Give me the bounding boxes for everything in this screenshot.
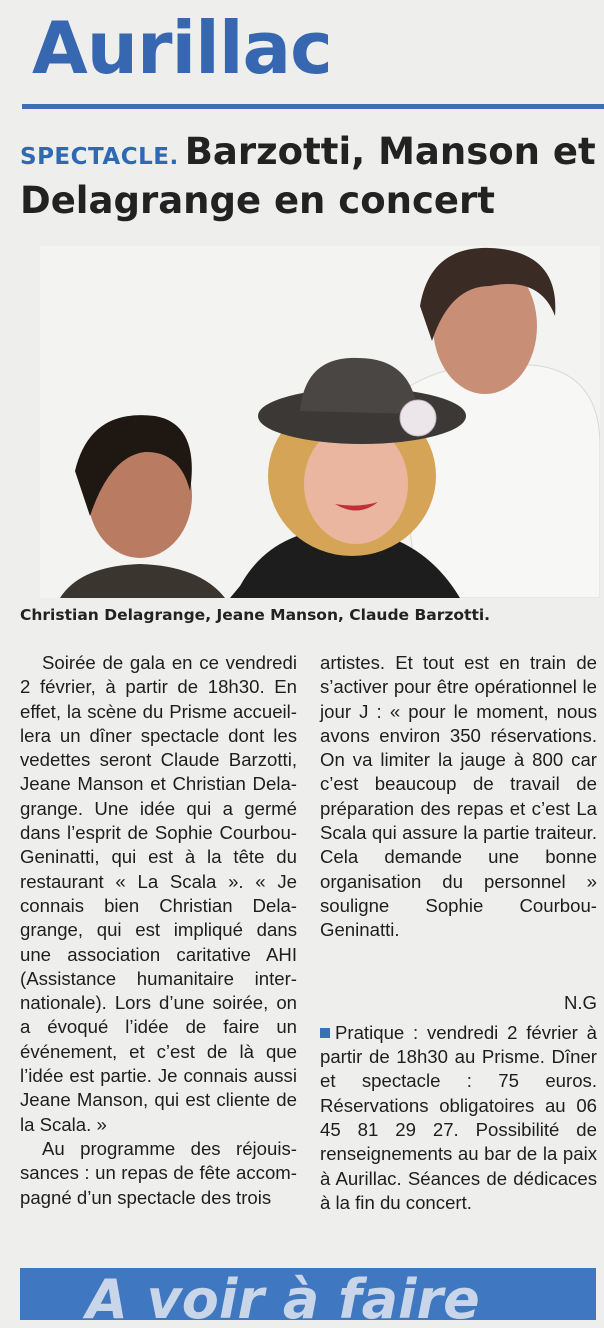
practical-info xyxy=(320,1021,597,1215)
square-bullet-icon xyxy=(320,1028,330,1038)
article-column-1 xyxy=(20,651,297,1210)
article-headline xyxy=(20,130,596,223)
article-kicker: SPECTACLE. xyxy=(20,144,179,170)
article-photo xyxy=(40,246,600,598)
section-banner xyxy=(20,1268,596,1320)
paragraph: Soirée de gala en ce vendredi 2 février, à partir de 18h30. En effet, la scène du Prisme accueillera un dîner spectacle dont les vedettes seront Claude Barzotti, Jeane Manson et Christian Delagrange. Une idée qui a germé dans l’esprit de Sophie Courbou-Geninatti, qui est à la tête du restaurant « La Scala ». « Je connais bien Christian Delagrange, qui est impliqué dans une association caritative AHI (Assistance humanitaire internationale). Lors d’une soirée, on a évoqué l’idée de faire un événement, et c’est de là que l’idée est partie. Je connais aussi Jeane Manson, qui est cliente de la Scala. » xyxy=(20,652,297,1135)
article-column-2 xyxy=(320,651,597,1215)
section-banner-title: A voir à faire xyxy=(86,1268,480,1320)
headline-text: Barzotti, Manson et Delagrange en concert xyxy=(20,130,596,222)
paragraph: artistes. Et tout est en train de s’activer pour être opérationnel le jour J : « pour le moment, nous avons environ 350 réservations. On va limiter la jauge à 800 car c’est beaucoup de travail de préparation des repas et c’est La Scala qui assure la partie traiteur. Cela demande une bonne organisation du personnel » souligne Sophie Courbou-Geninatti. xyxy=(320,652,597,941)
author-signature: N.G xyxy=(563,991,597,1013)
masthead xyxy=(22,0,604,109)
paragraph: Au programme des réjouissances : un repas de fête accompagné d’un spectacle des trois xyxy=(20,1137,297,1208)
masthead-title: Aurillac xyxy=(32,6,332,90)
practical-info-text: Pratique : vendredi 2 février à partir de 18h30 au Prisme. Dîner et spectacle : 75 euros. Réservations obligatoires au 06 45 81 29 27. Possibilité de renseignements au bar de la paix à Aurillac. Séances de dédicaces à la fin du concert. xyxy=(320,1021,597,1213)
photo-caption: Christian Delagrange, Jeane Manson, Claude Barzotti. xyxy=(20,606,491,624)
